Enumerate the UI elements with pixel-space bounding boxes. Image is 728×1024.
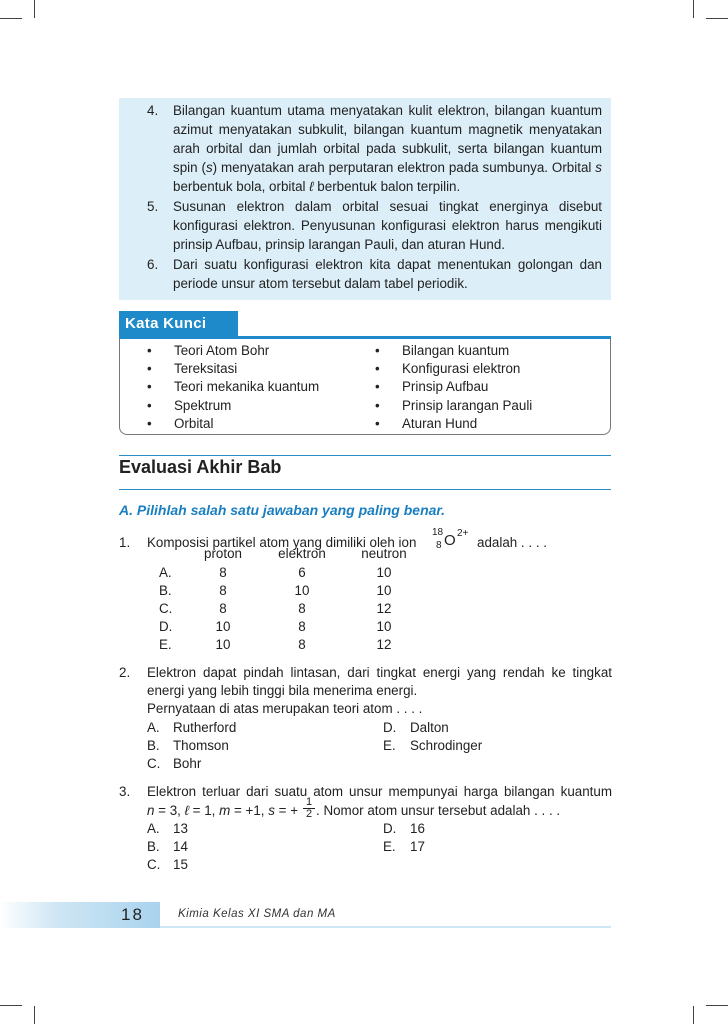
question-number: 3. xyxy=(119,784,131,799)
table-cell: 10 xyxy=(215,619,231,634)
crop-mark xyxy=(706,1005,728,1006)
question-number: 2. xyxy=(119,665,131,680)
question-1-text: Komposisi partikel atom yang dimiliki oleh ion xyxy=(147,535,417,550)
keyword: • Prinsip Aufbau xyxy=(375,379,489,394)
keyword: • Orbital xyxy=(147,416,214,431)
option-label: B. xyxy=(147,738,160,753)
crop-mark xyxy=(0,18,22,19)
ion-notation: 18 8 O 2+ xyxy=(432,527,469,551)
table-cell: 10 xyxy=(376,619,392,634)
table-cell: 12 xyxy=(376,601,392,616)
option-text: 13 xyxy=(173,821,188,836)
keyword: • Tereksitasi xyxy=(147,361,238,376)
item-text: Dari suatu konfigurasi elektron kita dapat menentukan golongan dan periode unsur atom tersebut dalam tabel periodik. xyxy=(173,257,602,291)
table-cell: 8 xyxy=(219,601,227,616)
section-title: Evaluasi Akhir Bab xyxy=(119,457,282,477)
option-text: Schrodinger xyxy=(410,738,483,753)
option-label: A. xyxy=(159,565,172,580)
footer-line xyxy=(160,926,611,928)
table-cell: 10 xyxy=(376,565,392,580)
question-3-end: . Nomor atom unsur tersebut adalah . . . . xyxy=(316,803,561,818)
option-label: C. xyxy=(147,756,161,771)
option-text: Rutherford xyxy=(173,720,237,735)
option-label: D. xyxy=(383,821,397,836)
crop-mark xyxy=(706,18,728,19)
summary-item-5 xyxy=(147,197,602,254)
summary-item-6 xyxy=(147,255,602,293)
question-number: 1. xyxy=(119,535,131,550)
kata-kunci-title: Kata Kunci xyxy=(119,311,238,337)
keyword: • Spektrum xyxy=(147,398,232,413)
item-text: Bilangan kuantum utama menyatakan kulit elektron, bilangan kuantum azimut menyatakan subkulit, bilangan kuantum magnetik menyatakan arah orbital dan jumlah orbital pada subkulit, serta bilangan kuantum spin (s) menyatakan arah perputaran elektron pada sumbunya. Orbital s berbentuk bola, orbital ℓ berbentuk balon terpilin. xyxy=(173,103,602,194)
item-number: 5. xyxy=(147,199,159,214)
table-cell: 8 xyxy=(298,637,306,652)
question-2-line: Elektron dapat pindah lintasan, dari tingkat energi yang rendah ke tingkat xyxy=(147,665,612,680)
option-label: E. xyxy=(383,839,396,854)
section-a-heading: A. Pilihlah salah satu jawaban yang paling benar. xyxy=(119,502,445,518)
item-number: 4. xyxy=(147,103,159,118)
keyword: • Aturan Hund xyxy=(375,416,478,431)
option-text: 17 xyxy=(410,839,425,854)
option-label: B. xyxy=(147,839,160,854)
option-text: 15 xyxy=(173,857,188,872)
crop-mark xyxy=(34,0,35,18)
option-text: Bohr xyxy=(173,756,202,771)
crop-mark xyxy=(0,1005,22,1006)
table-cell: 8 xyxy=(219,565,227,580)
table-cell: 8 xyxy=(219,583,227,598)
option-text: 14 xyxy=(173,839,188,854)
summary-item-4 xyxy=(147,101,602,196)
option-label: A. xyxy=(147,821,160,836)
table-cell: 8 xyxy=(298,619,306,634)
crop-mark xyxy=(34,1006,35,1024)
keyword: • Prinsip larangan Pauli xyxy=(375,398,533,413)
item-number: 6. xyxy=(147,257,159,272)
option-label: C. xyxy=(159,601,173,616)
divider xyxy=(119,489,611,490)
table-cell: 10 xyxy=(376,583,392,598)
table-header: neutron xyxy=(361,546,407,561)
option-label: E. xyxy=(159,637,172,652)
table-cell: 6 xyxy=(298,565,306,580)
question-3-line: n = 3, ℓ = 1, m = +1, s = + xyxy=(147,803,299,818)
table-header: proton xyxy=(204,546,242,561)
table-header: elektron xyxy=(278,546,326,561)
table-cell: 10 xyxy=(294,583,310,598)
option-text: Thomson xyxy=(173,738,229,753)
question-3-line: Elektron terluar dari suatu atom unsur mempunyai harga bilangan kuantum xyxy=(147,784,612,799)
table-cell: 10 xyxy=(215,637,231,652)
option-label: D. xyxy=(383,720,397,735)
divider xyxy=(119,455,611,456)
page-number: 18 xyxy=(121,905,144,924)
option-label: B. xyxy=(159,583,172,598)
fraction: 1 2 xyxy=(303,797,315,820)
option-label: D. xyxy=(159,619,173,634)
keyword: • Teori mekanika kuantum xyxy=(147,379,320,394)
table-cell: 12 xyxy=(376,637,392,652)
crop-mark xyxy=(693,1006,694,1024)
table-cell: 8 xyxy=(298,601,306,616)
question-2-line: Pernyataan di atas merupakan teori atom . . . . xyxy=(147,701,423,716)
item-text: Susunan elektron dalam orbital sesuai tingkat energinya disebut konfigurasi elektron. Penyusunan konfigurasi elektron harus mengikuti prinsip Aufbau, prinsip larangan Pauli, dan aturan Hund. xyxy=(173,199,602,252)
option-label: E. xyxy=(383,738,396,753)
keyword: • Bilangan kuantum xyxy=(375,343,510,358)
crop-mark xyxy=(693,0,694,18)
question-2-line: energi yang lebih tinggi bila menerima energi. xyxy=(147,683,418,698)
question-1-end: adalah . . . . xyxy=(477,535,547,550)
book-title: Kimia Kelas XI SMA dan MA xyxy=(178,908,336,920)
keyword: • Konfigurasi elektron xyxy=(375,361,521,376)
option-label: A. xyxy=(147,720,160,735)
keyword: • Teori Atom Bohr xyxy=(147,343,270,358)
option-label: C. xyxy=(147,857,161,872)
option-text: Dalton xyxy=(410,720,449,735)
option-text: 16 xyxy=(410,821,425,836)
